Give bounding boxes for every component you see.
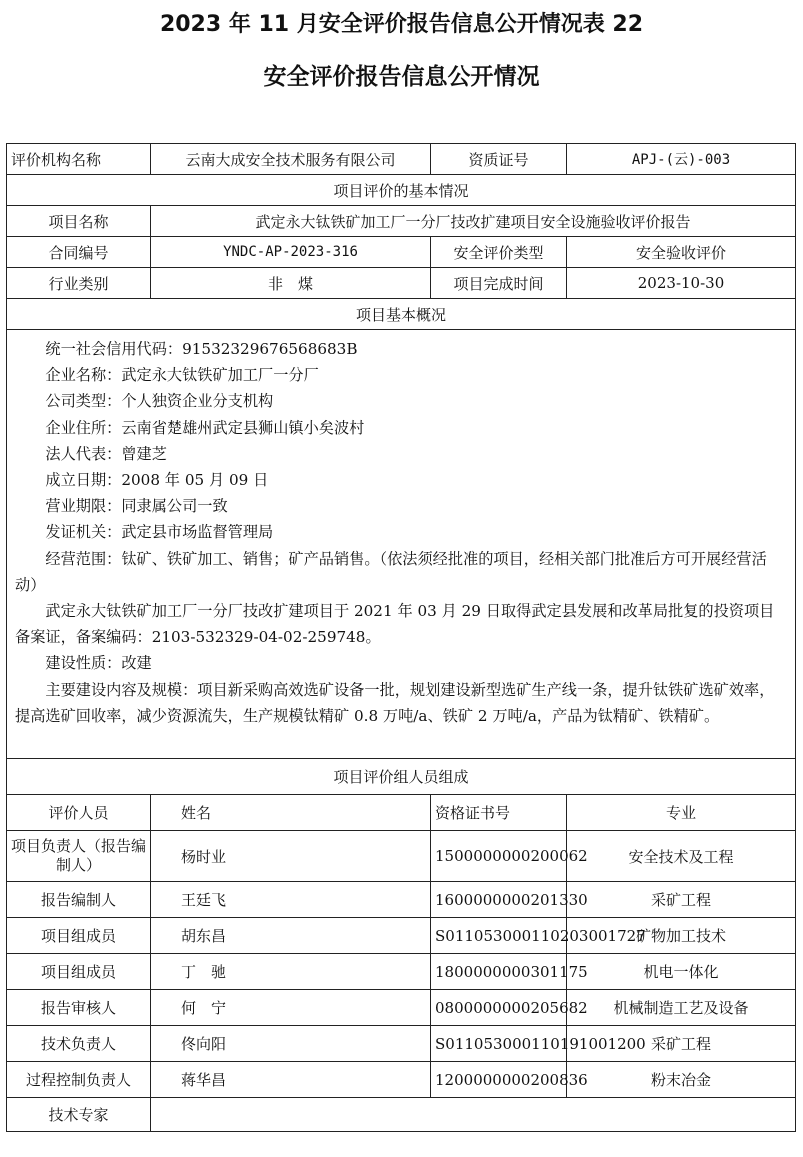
- team-name: 何 宁: [151, 990, 431, 1026]
- team-role: 报告编制人: [7, 882, 151, 918]
- team-major: 粉末冶金: [567, 1062, 796, 1098]
- overview-issuer: 发证机关：武定县市场监督管理局: [45, 523, 274, 542]
- project-name-value: 武定永大钛铁矿加工厂一分厂技改扩建项目安全设施验收评价报告: [151, 206, 796, 237]
- eval-type-value: 安全验收评价: [567, 237, 796, 268]
- team-cert: 1200000000200836: [431, 1062, 567, 1098]
- team-major: 安全技术及工程: [567, 831, 796, 882]
- table-row: [7, 882, 796, 918]
- overview-term: 营业期限：同隶属公司一致: [45, 497, 228, 516]
- team-role: 技术负责人: [7, 1026, 151, 1062]
- table-row: [7, 954, 796, 990]
- expert-label: 技术专家: [7, 1098, 151, 1132]
- table-row: [7, 1026, 796, 1062]
- contract-value: YNDC-AP-2023-316: [151, 237, 431, 268]
- disclosure-table: [6, 143, 796, 1132]
- overview-nature: 建设性质：改建: [45, 654, 152, 673]
- team-name: 杨时业: [151, 831, 431, 882]
- completion-value: 2023-10-30: [567, 268, 796, 299]
- team-name: 王廷飞: [151, 882, 431, 918]
- team-name: 佟向阳: [151, 1026, 431, 1062]
- overview-business-scope: 经营范围：钛矿、铁矿加工、销售；矿产品销售。（依法须经批准的项目，经相关部门批准后方可开展经营活动）: [15, 549, 767, 594]
- team-cert: S011053000110191001200: [431, 1026, 567, 1062]
- table-row: [7, 1062, 796, 1098]
- table-row: [7, 918, 796, 954]
- document-title: 2023 年 11 月安全评价报告信息公开情况表 22: [159, 12, 644, 37]
- expert-value: [151, 1098, 796, 1132]
- industry-row: [7, 268, 796, 299]
- project-name-row: [7, 206, 796, 237]
- cert-value: APJ-(云)-003: [567, 144, 796, 175]
- org-value: 云南大成安全技术服务有限公司: [151, 144, 431, 175]
- completion-label: 项目完成时间: [431, 268, 567, 299]
- expert-row: [7, 1098, 796, 1132]
- team-name: 胡东昌: [151, 918, 431, 954]
- basic-section-row: [7, 175, 796, 206]
- team-role: 过程控制负责人: [7, 1062, 151, 1098]
- team-section-heading: 项目评价组人员组成: [7, 759, 796, 795]
- table-row: [7, 831, 796, 882]
- overview-address: 企业住所：云南省楚雄州武定县狮山镇小矣波村: [45, 418, 365, 437]
- team-role: 项目组成员: [7, 954, 151, 990]
- org-label: 评价机构名称: [7, 144, 151, 175]
- team-major: 采矿工程: [567, 1026, 796, 1062]
- overview-founded: 成立日期：2008 年 05 月 09 日: [45, 471, 269, 490]
- eval-type-label: 安全评价类型: [431, 237, 567, 268]
- industry-label: 行业类别: [7, 268, 151, 299]
- overview-legal-rep: 法人代表：曾建芝: [45, 444, 167, 463]
- team-role: 报告审核人: [7, 990, 151, 1026]
- basic-section-heading: 项目评价的基本情况: [7, 175, 796, 206]
- team-name: 蒋华昌: [151, 1062, 431, 1098]
- team-header-role: 评价人员: [7, 795, 151, 831]
- team-cert: 1600000000201330: [431, 882, 567, 918]
- team-cert: 0800000000205682: [431, 990, 567, 1026]
- team-role: 项目组成员: [7, 918, 151, 954]
- overview-section-row: [7, 299, 796, 330]
- contract-row: [7, 237, 796, 268]
- table-row: [7, 990, 796, 1026]
- team-role: 项目负责人（报告编制人）: [7, 831, 151, 882]
- industry-value: 非 煤: [151, 268, 431, 299]
- overview-credit-code: 统一社会信用代码：91532329676568683B: [45, 340, 358, 358]
- team-major: 矿物加工技术: [567, 918, 796, 954]
- overview-content: [7, 330, 796, 759]
- project-name-label: 项目名称: [7, 206, 151, 237]
- overview-row: [7, 330, 796, 759]
- contract-label: 合同编号: [7, 237, 151, 268]
- overview-company-name: 企业名称：武定永大钛铁矿加工厂一分厂: [45, 366, 319, 385]
- team-header-row: [7, 795, 796, 831]
- team-header-name: 姓名: [151, 795, 431, 831]
- overview-scale: 主要建设内容及规模：项目新采购高效选矿设备一批，规划建设新型选矿生产线一条，提升钛铁矿选矿效率，提高选矿回收率，减少资源流失，生产规模钛精矿 0.8 万吨/a、铁矿 2 万吨/a，产品为钛精矿、铁精矿。: [15, 680, 775, 725]
- team-major: 采矿工程: [567, 882, 796, 918]
- overview-filing: 武定永大钛铁矿加工厂一分厂技改扩建项目于 2021 年 03 月 29 日取得武定县发展和改革局批复的投资项目备案证，备案编码：2103-532329-04-02-259748。: [15, 602, 775, 647]
- overview-section-heading: 项目基本概况: [7, 299, 796, 330]
- team-cert: 1800000000301175: [431, 954, 567, 990]
- org-row: [7, 144, 796, 175]
- team-cert: 1500000000200062: [431, 831, 567, 882]
- team-header-major: 专业: [567, 795, 796, 831]
- overview-company-type: 公司类型：个人独资企业分支机构: [45, 392, 274, 411]
- team-cert: S011053000110203001727: [431, 918, 567, 954]
- document-subtitle: 安全评价报告信息公开情况: [263, 64, 540, 90]
- cert-label: 资质证号: [431, 144, 567, 175]
- team-major: 机械制造工艺及设备: [567, 990, 796, 1026]
- team-name: 丁 驰: [151, 954, 431, 990]
- team-major: 机电一体化: [567, 954, 796, 990]
- team-header-cert: 资格证书号: [431, 795, 567, 831]
- team-section-row: [7, 759, 796, 795]
